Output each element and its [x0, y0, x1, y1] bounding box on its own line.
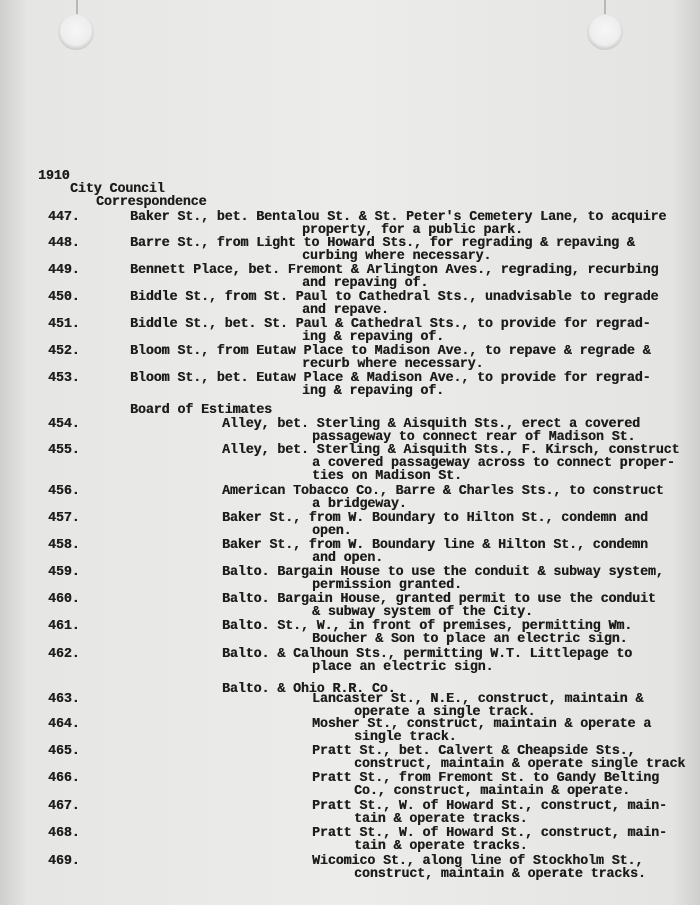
entry-text-continuation: and repave. [302, 303, 389, 318]
entry-text: Pratt St., from Fremont St. to Gandy Belting [312, 771, 659, 786]
punch-hole-left [58, 14, 94, 50]
entry-text: Bennett Place, bet. Fremont & Arlington Aves., regrading, recurbing [130, 263, 659, 278]
entry-text-continuation: tain & operate tracks. [354, 812, 528, 827]
entry-number: 452. [48, 344, 80, 359]
entry-number: 454. [48, 417, 80, 432]
entry-number: 456. [48, 484, 80, 499]
entry-text-continuation: passageway to connect rear of Madison St. [312, 430, 636, 445]
entry-text: Balto. Bargain House to use the conduit & subway system, [222, 565, 664, 580]
entry-number: 458. [48, 538, 80, 553]
punch-hole-right [587, 14, 623, 50]
entry-text-continuation: tain & operate tracks. [354, 839, 528, 854]
entry-number: 469. [48, 854, 80, 869]
entry-text-continuation: and open. [312, 551, 383, 566]
entry-text-continuation: a covered passageway across to connect proper- [312, 456, 675, 471]
entry-text-continuation: ing & repaving of. [302, 330, 444, 345]
entry-text-continuation: recurb where necessary. [302, 357, 484, 372]
entry-number: 448. [48, 236, 80, 251]
entry-text: Biddle St., from St. Paul to Cathedral Sts., unadvisable to regrade [130, 290, 659, 305]
entry-text-continuation: single track. [354, 730, 457, 745]
section-heading: City Council [70, 182, 165, 197]
entry-number: 457. [48, 511, 80, 526]
entry-text: Pratt St., W. of Howard St., construct, main- [312, 826, 667, 841]
entry-number: 466. [48, 771, 80, 786]
entry-text-continuation: construct, maintain & operate tracks. [354, 867, 646, 882]
entry-number: 462. [48, 647, 80, 662]
entry-text-continuation: place an electric sign. [312, 660, 494, 675]
board-heading: Board of Estimates [130, 403, 272, 418]
entry-text: Pratt St., bet. Calvert & Cheapside Sts., [312, 744, 636, 759]
entry-text-continuation: construct, maintain & operate single track [354, 757, 686, 772]
entry-text-continuation: a bridgeway. [312, 497, 407, 512]
entry-number: 463. [48, 692, 80, 707]
year-heading: 1910 [38, 169, 70, 184]
entry-text-continuation: Boucher & Son to place an electric sign. [312, 632, 628, 647]
entry-number: 459. [48, 565, 80, 580]
entry-number: 460. [48, 592, 80, 607]
entry-number: 455. [48, 443, 80, 458]
entry-text: Barre St., from Light to Howard Sts., for regrading & repaving & [130, 236, 635, 251]
entry-text: Balto. & Calhoun Sts., permitting W.T. Littlepage to [222, 647, 633, 662]
subsection-heading: Correspondence [96, 195, 207, 210]
entry-text-continuation: permission granted. [312, 578, 462, 593]
entry-text-continuation: ing & repaving of. [302, 384, 444, 399]
entry-number: 467. [48, 799, 80, 814]
entry-number: 468. [48, 826, 80, 841]
entry-text: Alley, bet. Sterling & Aisquith Sts., erect a covered [222, 417, 640, 432]
entry-text: Biddle St., bet. St. Paul & Cathedral Sts., to provide for regrad- [130, 317, 651, 332]
entry-text: Wicomico St., along line of Stockholm St., [312, 854, 644, 869]
entry-number: 447. [48, 210, 80, 225]
entry-text-continuation: operate a single track. [354, 705, 536, 720]
entry-text: Lancaster St., N.E., construct, maintain & [312, 692, 644, 707]
entry-text-continuation: Co., construct, maintain & operate. [354, 784, 630, 799]
entry-text-continuation: and repaving of. [302, 276, 429, 291]
entry-text: Pratt St., W. of Howard St., construct, main- [312, 799, 667, 814]
entry-number: 449. [48, 263, 80, 278]
entry-text-continuation: ties on Madison St. [312, 469, 462, 484]
entry-text: Bloom St., from Eutaw Place to Madison Ave., to repave & regrade & [130, 344, 651, 359]
entry-text-continuation: open. [312, 524, 352, 539]
entry-text: Baker St., from W. Boundary to Hilton St., condemn and [222, 511, 648, 526]
entry-text: Balto. Bargain House, granted permit to use the conduit [222, 592, 656, 607]
entry-text-continuation: property, for a public park. [302, 223, 523, 238]
entry-text: Bloom St., bet. Eutaw Place & Madison Ave., to provide for regrad- [130, 371, 651, 386]
entry-number: 451. [48, 317, 80, 332]
entry-text: Alley, bet. Sterling & Aisquith Sts., F. Kirsch, construct [222, 443, 680, 458]
entry-text: American Tobacco Co., Barre & Charles Sts., to construct [222, 484, 664, 499]
entry-number: 464. [48, 717, 80, 732]
entry-number: 453. [48, 371, 80, 386]
railroad-heading: Balto. & Ohio R.R. Co. [222, 682, 396, 697]
entry-text: Baker St., from W. Boundary line & Hilton St., condemn [222, 538, 648, 553]
entry-text-continuation: & subway system of the City. [312, 605, 533, 620]
entry-text: Balto. St., W., in front of premises, permitting Wm. [222, 619, 633, 634]
entry-number: 450. [48, 290, 80, 305]
entry-text: Baker St., bet. Bentalou St. & St. Peter's Cemetery Lane, to acquire [130, 210, 667, 225]
entry-text: Mosher St., construct, maintain & operate a [312, 717, 652, 732]
entry-number: 465. [48, 744, 80, 759]
entry-number: 461. [48, 619, 80, 634]
entry-text-continuation: curbing where necessary. [302, 249, 492, 264]
